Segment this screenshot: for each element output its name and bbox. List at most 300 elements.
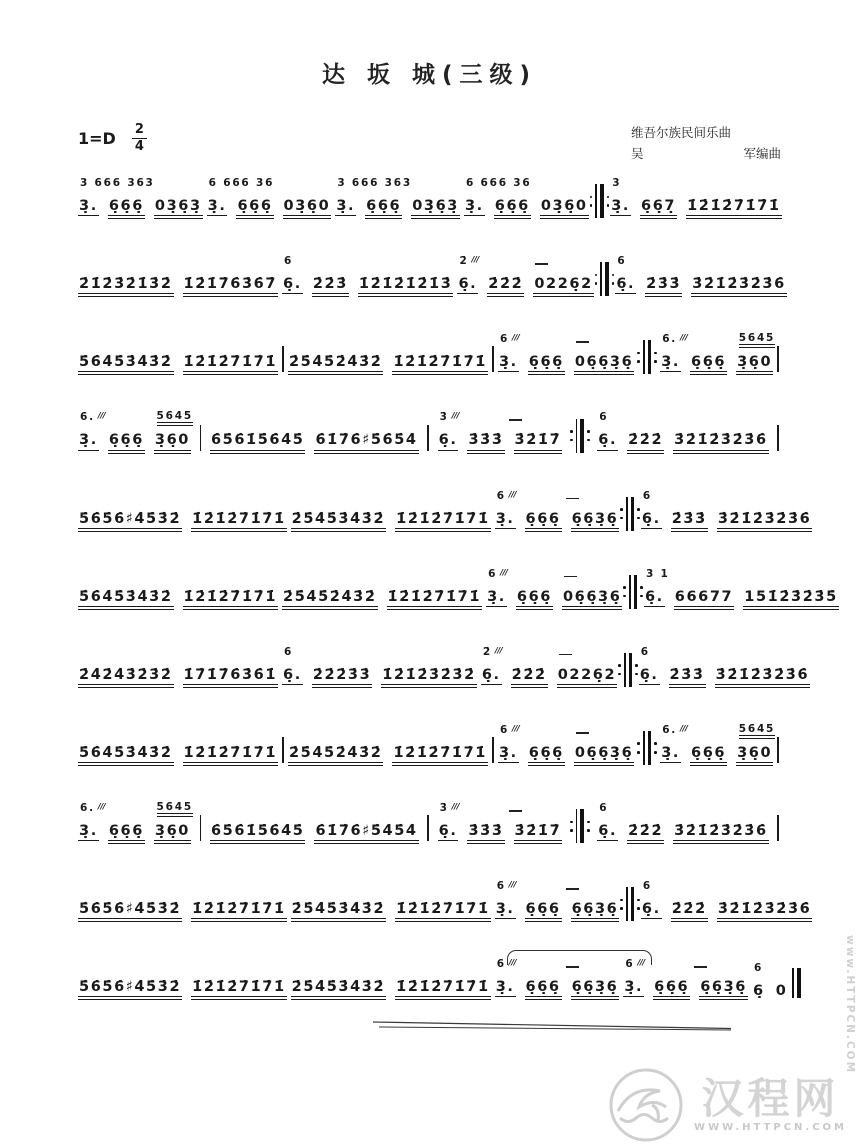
note-group: 2̇1̇2̇3̇2̇1̇3̇2̇	[78, 275, 174, 297]
tremolo-mark: ///	[508, 489, 517, 499]
note-group: 3̣6̣0	[736, 744, 773, 766]
score-line	[78, 957, 788, 1006]
note-group: 6̣6̣3̣6̣	[699, 978, 748, 1000]
grace-notes: 2̇ ///	[482, 645, 503, 658]
grace-notes: 2̇ ///	[459, 255, 479, 268]
measure	[438, 410, 563, 459]
measure	[752, 961, 788, 1006]
measure-notes	[282, 588, 482, 616]
tremolo-mark: ///	[500, 567, 508, 577]
duration-dash	[566, 498, 579, 500]
note-group: 2̇5̇4̇5̇3̇4̇3̇2̇	[291, 900, 387, 922]
watermark	[606, 1065, 847, 1145]
measure-notes	[78, 666, 278, 694]
decrescendo-hairpin	[373, 1017, 733, 1028]
measure	[207, 176, 332, 225]
tremolo-mark: ///	[97, 411, 106, 421]
note-group: 6̣6̣6̣	[236, 197, 273, 219]
measure-notes	[210, 431, 419, 459]
score-line	[78, 645, 810, 694]
note-group: 1̇2̇1̇2̇7̇1̇7̇1̇	[686, 197, 782, 219]
tremolo-mark: ///	[451, 802, 459, 811]
grace-notes: 3 666 363	[80, 177, 155, 189]
note-group: 3̇2̇1̇2̇3̇2̇3̇6̇	[715, 666, 811, 688]
note-group: 1̇2̇1̇2̇7̇1̇7̇1̇	[392, 744, 488, 766]
grace-notes: 6	[754, 962, 764, 975]
measure	[291, 879, 491, 928]
score-line	[78, 879, 812, 928]
measure	[495, 957, 620, 1006]
grace-notes: 6 ///	[488, 567, 508, 580]
measure	[78, 254, 278, 303]
score-line	[78, 332, 781, 381]
barline	[777, 815, 779, 841]
note-group: 06̣6̣3̣6̣	[562, 588, 622, 610]
ornament-notes: 5̇6̇4̇5̇	[739, 723, 775, 739]
grace-notes: 6̇. ///	[80, 802, 106, 814]
measure-notes	[644, 588, 839, 616]
measure	[78, 879, 287, 928]
note-group: 2̇2̇2̇	[487, 275, 524, 297]
note-group: 2̇5̇4̇5̇2̇4̇3̇2̇	[288, 353, 384, 375]
watermark-text	[694, 1073, 847, 1133]
grace-notes: 3 1	[645, 567, 670, 580]
measure	[660, 722, 776, 772]
note-group: 6̣6̣6̣	[525, 510, 562, 532]
repeat-barline	[618, 653, 638, 687]
measure	[78, 410, 191, 459]
measure-notes	[752, 982, 788, 1006]
note-group: 66677	[674, 588, 734, 610]
note-group: 3̣.	[335, 197, 356, 216]
tremolo-mark: ///	[494, 645, 503, 655]
note-group: 1̇2̇1̇2̇7̇1̇7̇1̇	[395, 510, 491, 532]
measure-notes	[288, 353, 488, 381]
tremolo-mark: ///	[508, 958, 517, 968]
measure-notes	[639, 666, 810, 694]
meter-numerator: 2	[132, 123, 147, 139]
note-group: 5̇6̇4̇5̇3̇4̇3̇2̇	[78, 744, 174, 766]
grace-notes: 6	[284, 255, 294, 268]
note-group: 1̇2̇1̇2̇1̇2̇1̇3̇	[358, 275, 454, 297]
note-group: 2̇5̇4̇5̇3̇4̇3̇2̇	[291, 510, 387, 532]
note-group: 6̇1̇7̇6̇♯5̇4̇5̇4̇	[314, 822, 418, 844]
measure-notes	[78, 510, 287, 538]
note-group: 5̇6̇5̇6̇♯4̇5̇3̇2̇	[78, 510, 182, 532]
note-group: 6̣6̣6̣	[108, 822, 145, 844]
measure	[291, 489, 491, 538]
note-group: 03̣6̣3̣	[154, 197, 203, 219]
note-group: 3̇2̇1̇2̇3̇2̇3̇6̇	[717, 510, 813, 532]
measure	[78, 957, 287, 1006]
note-group: 6̣6̣6̣	[528, 744, 565, 766]
duration-dash	[566, 888, 579, 890]
measure-notes	[495, 978, 620, 1006]
repeat-barline	[570, 809, 590, 843]
note-group: 3̣.	[495, 978, 516, 997]
measure-notes	[78, 588, 278, 616]
measure	[78, 801, 191, 850]
note-group: 3̣6̣0	[154, 822, 191, 844]
measure	[78, 489, 287, 538]
measure-notes	[210, 822, 419, 850]
note-group: 3̣.	[78, 431, 99, 450]
note-group: 03̣6̣3̣	[411, 197, 460, 219]
duration-dash	[509, 419, 522, 421]
note-group: 3̣6̣0	[154, 431, 191, 453]
note-group: 3̇3̇3̇	[467, 431, 504, 453]
grace-notes: 3	[612, 177, 622, 189]
credit-arranger	[631, 144, 781, 162]
note-group: 1̇2̇1̇2̇7̇1̇7̇1̇	[183, 588, 279, 610]
note-group: 3̣.	[78, 197, 99, 216]
note-group: 6̣6̣6̣	[108, 431, 145, 453]
measure	[78, 645, 278, 694]
note-group: 1̇2̇1̇2̇7̇1̇7̇1̇	[395, 978, 491, 1000]
repeat-barline	[620, 887, 640, 921]
measure-notes	[78, 822, 191, 850]
grace-notes: 3 666 363	[337, 177, 412, 189]
tremolo-mark: ///	[680, 333, 688, 343]
note-group: 1̇2̇1̇2̇7̇1̇7̇1̇	[183, 744, 279, 766]
measure	[597, 801, 768, 850]
note-group: 2̇2̇2̇	[627, 431, 664, 453]
score	[78, 176, 838, 1006]
grace-notes: 3̇ ///	[439, 411, 459, 424]
tremolo-mark: ///	[97, 802, 106, 811]
note-group: 2̇5̇4̇5̇2̇4̇3̇2̇	[282, 588, 378, 610]
measure	[438, 801, 563, 850]
measure-notes	[291, 510, 491, 538]
note-group: 2̇2̇3̇	[312, 275, 349, 297]
score-line	[78, 489, 812, 538]
note-group: 2̇5̇4̇5̇3̇4̇3̇2̇	[291, 978, 387, 1000]
measure-notes	[660, 353, 773, 381]
measure	[282, 567, 482, 616]
note-group: 6̣.	[481, 666, 502, 685]
score-line	[78, 723, 781, 772]
note-group: 6̣.	[282, 275, 303, 294]
measure	[210, 801, 419, 850]
measure-notes	[282, 275, 453, 303]
note-group: 3̣.	[610, 197, 631, 216]
repeat-barline	[595, 262, 615, 296]
note-group: 5̇6̇4̇5̇3̇4̇3̇2̇	[78, 588, 174, 610]
note-group: 1̇2̇1̇7̇6̇3̇6̇7̇	[183, 275, 279, 297]
note-group: 2̇3̇3̇	[645, 275, 682, 297]
note-group: 5̇6̇5̇6̇♯4̇5̇3̇2̇	[78, 978, 182, 1000]
measure	[78, 332, 278, 381]
tremolo-mark: ///	[451, 411, 459, 421]
note-group: 6̣6̣6̣	[365, 197, 402, 219]
grace-notes: 6 ///	[496, 958, 517, 971]
note-group: 3̣.	[495, 900, 516, 919]
note-group: 6̇5̇6̇1̇5̇6̇4̇5̇	[210, 822, 306, 844]
note-group: 3̇2̇1̇2̇3̇2̇3̇6̇	[673, 822, 769, 844]
note-group: 1̇2̇1̇2̇7̇1̇7̇1̇	[395, 900, 491, 922]
watermark-logo	[606, 1065, 686, 1145]
barline	[492, 346, 494, 372]
note-group: 3̣.	[495, 510, 516, 529]
note-group: 6̣.	[597, 431, 618, 450]
note-group: 03̣6̣0	[283, 197, 332, 219]
duration-dash	[576, 341, 589, 343]
barline	[777, 346, 779, 372]
note-group: 5̇6̇4̇5̇3̇4̇3̇2̇	[78, 353, 174, 375]
note-group: 3̣.	[623, 978, 644, 997]
measure-notes	[291, 978, 491, 1006]
measure	[641, 489, 812, 538]
barline	[282, 346, 284, 372]
measure	[641, 879, 812, 928]
barline	[492, 737, 494, 763]
measure	[498, 332, 634, 381]
score-line	[78, 410, 781, 459]
ornament-notes: 5̇6̇4̇5̇	[739, 332, 775, 348]
grace-notes: 6 666 36	[465, 177, 532, 189]
note-group: 5̇6̇5̇6̇♯4̇5̇3̇2̇	[78, 900, 182, 922]
time-signature	[132, 123, 147, 153]
tremolo-mark: ///	[512, 723, 520, 733]
measure	[615, 254, 786, 303]
note-group: 3̣.	[486, 588, 507, 607]
note-group: 3̣.	[498, 353, 519, 372]
note-group: 6̣.	[597, 822, 618, 841]
measure	[481, 645, 617, 694]
note-group: 1̇2̇1̇2̇7̇1̇7̇1̇	[191, 978, 287, 1000]
note-group: 6̣6̣3̣6̣	[571, 510, 620, 532]
measure-notes	[438, 822, 563, 850]
measure-notes	[78, 353, 278, 381]
barline	[427, 815, 429, 841]
grace-notes: 6̇. ///	[662, 723, 688, 736]
note-group: 6̣.	[639, 666, 660, 685]
barline	[200, 815, 202, 841]
measure	[282, 645, 477, 694]
grace-notes: 6	[599, 411, 609, 424]
measure	[457, 254, 593, 303]
note-group: 1̇2̇1̇2̇7̇1̇7̇1̇	[392, 353, 488, 375]
barline	[777, 737, 779, 763]
measure-notes	[597, 431, 768, 459]
measure	[291, 957, 491, 1006]
repeat-barline	[590, 184, 610, 218]
note-group: 6̣.	[438, 822, 459, 841]
measure-notes	[495, 510, 620, 538]
measure	[644, 567, 839, 616]
measure	[639, 645, 810, 694]
measure	[597, 410, 768, 459]
note-group: 3̇2̇1̇7̇	[514, 431, 563, 453]
note-group: 1̇2̇1̇2̇7̇1̇7̇1̇	[387, 588, 483, 610]
duration-dash	[564, 576, 577, 578]
measure-notes	[78, 275, 278, 303]
key-label: 1=D	[78, 128, 116, 148]
note-group: 3̣.	[660, 744, 681, 763]
grace-notes: 6	[642, 489, 653, 502]
grace-notes: 6 ///	[625, 958, 645, 971]
measure	[288, 723, 488, 772]
barline	[777, 425, 779, 451]
note-group: 1̇2̇1̇2̇7̇1̇7̇1̇	[191, 900, 287, 922]
grace-notes: 6 ///	[496, 880, 517, 893]
note-group: 06̣6̣3̣6̣	[574, 744, 634, 766]
measure-notes	[457, 275, 593, 303]
note-group: 2̇2̇2̇	[671, 900, 708, 922]
duration-dash	[559, 654, 572, 656]
watermark-url: WWW.HTTPCN.COM	[694, 1121, 847, 1133]
note-group: 1̇2̇1̇2̇7̇1̇7̇1̇	[191, 510, 287, 532]
note-group: 6̣6̣3̣6̣	[571, 900, 620, 922]
note-group: 3̇2̇1̇2̇3̇2̇3̇6̇	[673, 431, 769, 453]
measure	[623, 957, 748, 1006]
grace-notes: 3̇ ///	[439, 802, 459, 814]
grace-notes: 6 ///	[499, 723, 520, 736]
measure	[78, 176, 203, 225]
note-group: 6̣.	[282, 666, 303, 685]
note-group: 0	[775, 983, 788, 1000]
tremolo-mark: ///	[471, 255, 479, 265]
measure-notes	[78, 431, 191, 459]
measure-notes	[495, 900, 620, 928]
note-group: 06̣6̣3̣6̣	[574, 353, 634, 375]
note-group: 6̣.	[644, 588, 665, 607]
note-group: 1̇2̇1̇2̇3̇2̇3̇2̇	[381, 666, 477, 688]
note-group: 6̣6̣6̣	[525, 900, 562, 922]
measure-notes	[335, 197, 460, 225]
score-line	[78, 176, 781, 225]
note-group: 6̣6̣6̣	[653, 978, 690, 1000]
note-group: 6̇1̇7̇6̇♯5̇6̇5̇4̇	[314, 431, 418, 453]
measure-notes	[464, 197, 589, 225]
measure	[660, 332, 776, 381]
measure	[210, 410, 419, 459]
measure-notes	[641, 510, 812, 538]
note-group: 6̣.	[438, 431, 459, 450]
grace-notes: 6	[284, 645, 294, 658]
note-group: 0226̣2	[557, 666, 617, 688]
key-signature	[78, 123, 147, 153]
note-group: 1̇7̇1̇7̇6̇3̇6̇1̇	[183, 666, 279, 688]
score-line	[78, 801, 781, 850]
piece-title: 达 坂 城(三级)	[321, 62, 538, 88]
note-group: 3̇2̇1̇7̇	[514, 822, 563, 844]
measure-notes	[78, 744, 278, 772]
note-group: 2̇3̇3̇	[671, 510, 708, 532]
barline	[282, 737, 284, 763]
measure	[288, 332, 488, 381]
note-group: 6̣.	[641, 900, 662, 919]
note-group: 6̣6̣6̣	[690, 744, 727, 766]
note-group: 3̇3̇3̇	[467, 822, 504, 844]
tremolo-mark: ///	[680, 723, 688, 733]
measure	[78, 723, 278, 772]
note-group: 6̣6̣6̣	[528, 353, 565, 375]
note-group: 3̣.	[660, 353, 681, 372]
measure-notes	[660, 744, 773, 772]
watermark-site-name: 汉程网	[701, 1073, 840, 1123]
repeat-barline	[570, 419, 590, 453]
measure	[495, 879, 620, 928]
note-group: 6̣6̣6̣	[690, 353, 727, 375]
ornament-notes: 5̇6̇4̇5̇	[157, 410, 193, 426]
measure-notes	[641, 900, 812, 928]
note-group: 6̣.	[457, 275, 478, 294]
note-group: 6̣6̣6̣	[525, 978, 562, 1000]
duration-dash	[535, 263, 548, 265]
measure-notes	[291, 900, 491, 928]
meter-denominator: 4	[134, 138, 144, 154]
vertical-watermark-url: www.HTTPCN.COM	[844, 935, 856, 1075]
repeat-barline	[637, 340, 657, 374]
note-group: 2̇2̇2̇	[511, 666, 548, 688]
note-group: 3̣.	[78, 822, 99, 841]
duration-dash	[576, 732, 589, 734]
note-group: 3̇2̇1̇2̇3̇2̇3̇6̇	[717, 900, 813, 922]
note-group: 6̣6̣6̣	[494, 197, 531, 219]
note-group: 6̣6̣3̣6̣	[571, 978, 620, 1000]
note-group: 3̇2̇1̇2̇3̇2̇3̇6̇	[691, 275, 787, 297]
measure-notes	[486, 588, 622, 616]
grace-notes: 6	[617, 255, 627, 268]
measure	[464, 176, 589, 225]
measure-notes	[498, 353, 634, 381]
grace-notes: 6	[599, 802, 609, 814]
measure	[335, 176, 460, 225]
measure-notes	[282, 666, 477, 694]
note-group: 2̇2̇2̇	[627, 822, 664, 844]
measure-notes	[78, 978, 287, 1006]
note-group: 6̣6̣6̣	[516, 588, 553, 610]
measure	[486, 567, 622, 616]
measure-notes	[610, 197, 781, 225]
measure-notes	[623, 978, 748, 1006]
grace-notes: 6 666 36	[208, 177, 275, 189]
grace-notes: 6̇. ///	[80, 411, 106, 424]
note-group: 03̣6̣0	[540, 197, 589, 219]
measure-notes	[597, 822, 768, 850]
measure	[495, 489, 620, 538]
measure-notes	[288, 744, 488, 772]
credits	[631, 123, 781, 162]
tremolo-mark: ///	[512, 333, 520, 343]
tremolo-mark: ///	[637, 958, 645, 968]
duration-dash	[694, 966, 707, 968]
arranger-rest: 军编曲	[743, 146, 781, 161]
arranger-surname: 吴	[631, 146, 644, 161]
credit-source: 维吾尔族民间乐曲	[631, 125, 732, 140]
measure-notes	[78, 197, 203, 225]
grace-notes: 6 ///	[496, 489, 517, 502]
repeat-barline	[620, 497, 640, 531]
note-group: 2̇4̇2̇4̇3̇2̇3̇2̇	[78, 666, 174, 688]
ornament-notes: 5̇6̇4̇5̇	[157, 801, 193, 817]
measure	[610, 176, 781, 225]
measure	[78, 567, 278, 616]
note-group: 151̇2̇3̇2̇3̇5̇	[743, 588, 839, 610]
measure-notes	[481, 666, 617, 694]
measure	[282, 254, 453, 303]
note-group: 0226̣2	[533, 275, 593, 297]
measure-notes	[438, 431, 563, 459]
note-group: 3̣.	[207, 197, 228, 216]
grace-notes: 6	[640, 645, 650, 658]
measure-notes	[615, 275, 786, 303]
duration-dash	[509, 810, 522, 812]
barline	[427, 425, 429, 451]
score-line	[78, 567, 838, 616]
note-group: 6̣	[753, 983, 765, 1000]
